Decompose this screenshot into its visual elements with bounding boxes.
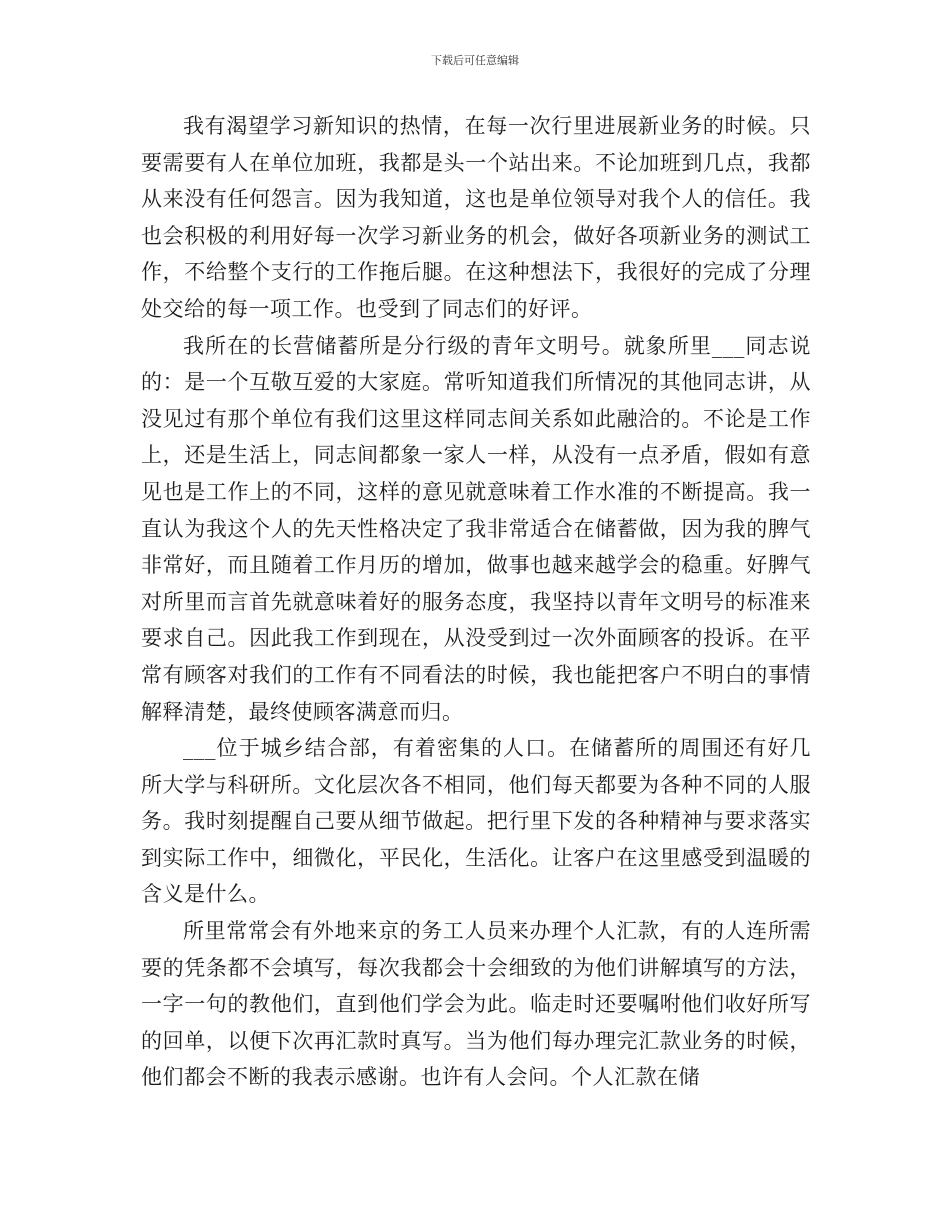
document-body — [141, 108, 811, 1096]
paragraph-3: ___位于城乡结合部，有着密集的人口。在储蓄所的周围还有好几所大学与科研所。文化层次各不相同，他们每天都要为各种不同的人服务。我时刻提醒自己要从细节做起。把行里下发的各种精神与要求落实到实际工作中，细微化，平民化，生活化。让客户在这里感受到温暖的含义是什么。 — [141, 736, 811, 907]
paragraph-1: 我有渴望学习新知识的热情，在每一次行里进展新业务的时候。只要需要有人在单位加班，我都是头一个站出来。不论加班到几点，我都从来没有任何怨言。因为我知道，这也是单位领导对我个人的信任。我也会积极的利用好每一次学习新业务的机会，做好各项新业务的测试工作，不给整个支行的工作拖后腿。在这种想法下，我很好的完成了分理处交给的每一项工作。也受到了同志们的好评。 — [141, 114, 811, 321]
page-header: 下载后可任意编辑 — [431, 54, 519, 67]
paragraph-2: 我所在的长营储蓄所是分行级的青年文明号。就象所里___同志说的：是一个互敬互爱的大家庭。常听知道我们所情况的其他同志讲，从没见过有那个单位有我们这里这样同志间关系如此融洽的。不论是工作上，还是生活上，同志间都象一家人一样，从没有一点矛盾，假如有意见也是工作上的不同，这样的意见就意味着工作水准的不断提高。我一直认为我这个人的先天性格决定了我非常适合在储蓄做，因为我的脾气非常好，而且随着工作月历的增加，做事也越来越学会的稳重。好脾气对所里而言首先就意味着好的服务态度，我坚持以青年文明号的标准来要求自己。因此我工作到现在，从没受到过一次外面顾客的投诉。在平常有顾客对我们的工作有不同看法的时候，我也能把客户不明白的事情解释清楚，最终使顾客满意而归。 — [141, 333, 811, 724]
paragraph-4: 所里常常会有外地来京的务工人员来办理个人汇款，有的人连所需要的凭条都不会填写，每次我都会十会细致的为他们讲解填写的方法，一字一句的教他们，直到他们学会为此。临走时还要嘱咐他们收好所写的回单，以便下次再汇款时真写。当为他们每办理完汇款业务的时候，他们都会不断的我表示感谢。也许有人会问。个人汇款在储 — [141, 919, 811, 1090]
